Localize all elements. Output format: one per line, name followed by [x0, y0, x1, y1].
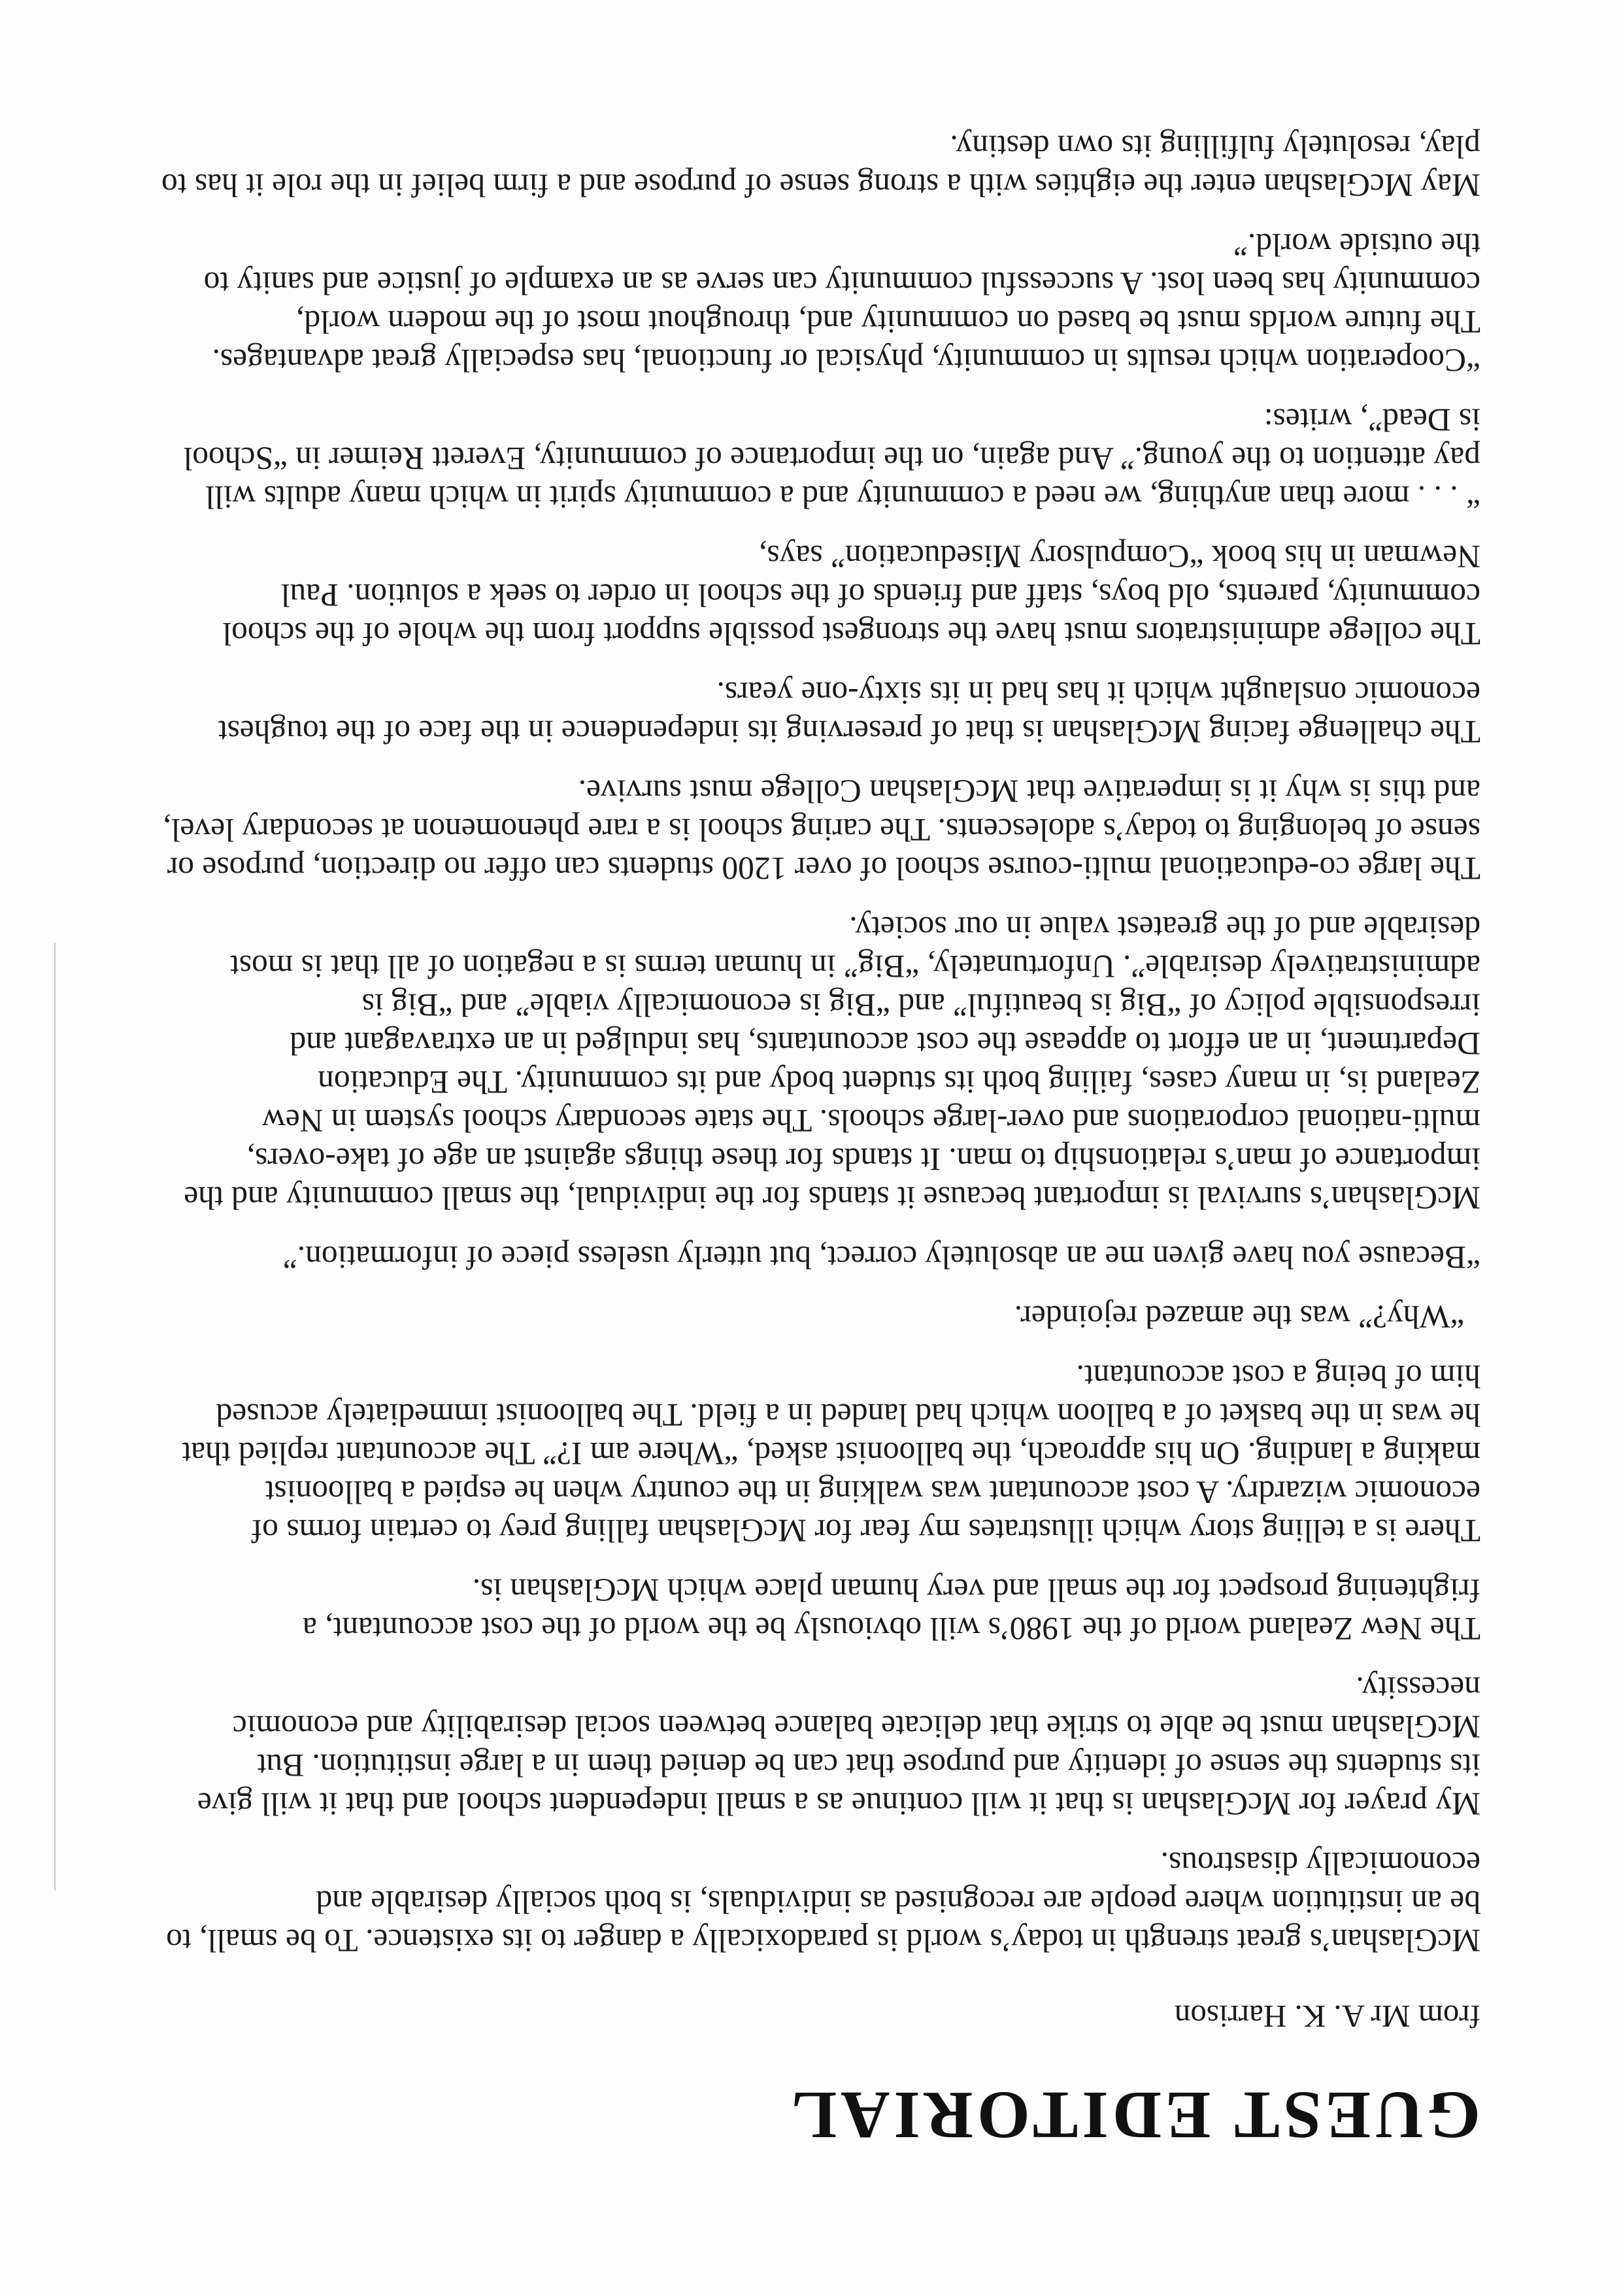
paragraph-12: “Cooperation which results in community, physical or functional, has especially great advantages. The future worlds must be based on community and, throughout most of the modern world, community has been lost. A successful community can serve as an example of justice and sanity to the outside world.” — [203, 227, 1480, 379]
editorial-content — [160, 107, 1480, 2153]
scan-margin-line — [54, 943, 56, 1891]
paragraph-9: The challenge facing McGlashan is that of preserving its independence in the face of the toughest economic onslaught which it has had in its sixty-one years. — [218, 675, 1480, 751]
paragraph-8: The large co-educational multi-course school of over 1200 students can offer no direction, purpose or sense of belonging to today’s adolescents. The caring school is a rare phenomenon at secondary level, and this is why it is imperative that McGlashan College must survive. — [163, 773, 1480, 887]
paragraph-7: McGlashan’s survival is important because it stands for the individual, the small community and the importance of man’s relationship to man. It stands for these things against an age of take-overs, multi-national corporations and over-large schools. The state secondary school system in New Zealand is, in many cases, failing both its student body and its community. The Education Department, in an effort to appease the cost accountants, has indulged in an extravagant and irresponsible policy of “Big is beautiful” and “Big is economically viable” and “Big is administratively desirable”. Unfortunately, “Big” in human terms is a negation of all that is most desirable and of the greatest value in our society. — [184, 910, 1480, 1217]
paragraph-2: My prayer for McGlashan is that it will continue as a small independent school and that it will give its students the sense of identity and purpose that can be denied them in a large institution. But McGlashan must be able to strike that delicate balance between social desirability and economic necessity. — [197, 1670, 1480, 1823]
paragraph-13: May McGlashan enter the eighties with a strong sense of purpose and a firm belief in the role it has to play, resolutely fulfilling its own destiny. — [161, 129, 1480, 204]
paragraph-6: “Because you have given me an absolutely correct, but utterly useless piece of information.” — [282, 1240, 1480, 1276]
paragraph-3: The New Zealand world of the 1980’s will obviously be the world of the cost accountant, a frightening prospect for the small and very human place which McGlashan is. — [302, 1572, 1480, 1647]
paragraph-5: “Why?” was the amazed rejoinder. — [1014, 1299, 1465, 1336]
paragraph-1: McGlashan’s great strength in today’s world is paradoxically a danger to its existence. To be small, to be an institution where people are recognised as individuals, is both socially desirable and economically disastrous. — [166, 1846, 1480, 1959]
paragraph-10: The college administrators must have the strongest possible support from the whole of the school community, parents, old boys, staff and friends of the school in order to seek a solution. Paul Newman in his book “Compulsory Miseducation” says, — [222, 539, 1480, 652]
byline: from Mr A. K. Harrison — [1174, 1999, 1480, 2034]
page-title: GUEST EDITORIAL — [787, 2078, 1480, 2153]
paragraph-4: There is a telling story which illustrates my fear for McGlashan falling prey to certain forms of economic wizardry. A cost accountant was walking in the country when he espied a balloonist making a landing. On his approach, the balloonist asked, “Where am I?” The accountant replied that he was in the basket of a balloon which had landed in a field. The balloonist immediately accused him of being a cost accountant. — [182, 1359, 1480, 1549]
paragraph-11: “ . . . more than anything, we need a community and a community spirit in which many adults will pay attention to the young.” And again, on the importance of community, Everett Reimer in “School is Dead”, writes: — [183, 402, 1480, 516]
